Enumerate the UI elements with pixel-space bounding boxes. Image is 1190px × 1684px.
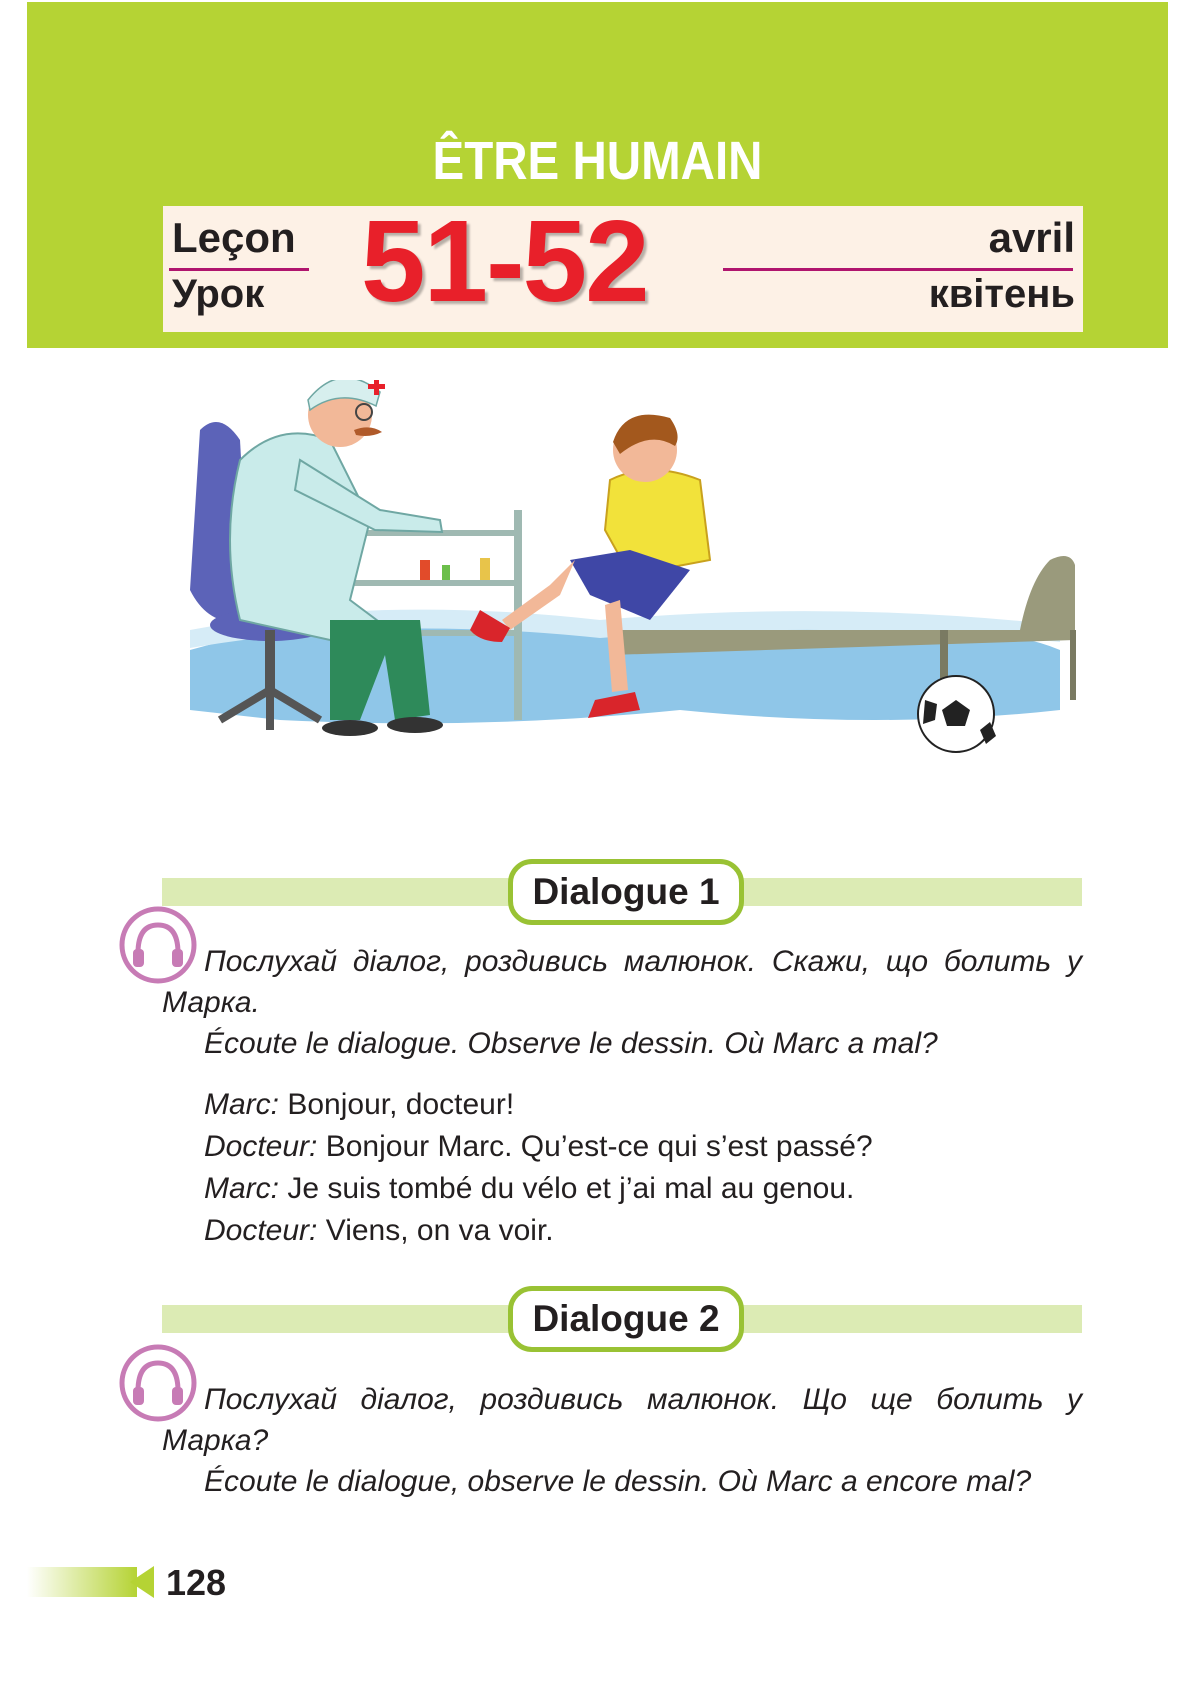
line-text: Bonjour Marc. Qu’est-ce qui s’est passé? — [317, 1130, 873, 1163]
doctor-examining-boy-illustration — [180, 380, 1080, 810]
lesson-label-ua: Урок — [172, 272, 265, 316]
dialogue-1-instruction-ua: Послухай діалог, роздивись малюнок. Скажи, що болить у Марка. — [162, 945, 1082, 1019]
speaker: Docteur: — [204, 1214, 318, 1247]
footer-bar — [27, 1567, 137, 1597]
speaker: Marc: — [204, 1172, 279, 1205]
medicine-bottle — [420, 560, 430, 580]
medicine-bottle — [480, 558, 490, 580]
lesson-number: 51-52 — [361, 196, 648, 326]
speaker: Marc: — [204, 1088, 279, 1121]
line-text: Viens, on va voir. — [317, 1214, 554, 1247]
dialogue-line — [204, 1126, 1064, 1168]
lesson-label-fr: Leçon — [172, 214, 296, 261]
dialogue-2-title: Dialogue 2 — [508, 1286, 744, 1352]
line-text: Je suis tombé du vélo et j’ai mal au genou. — [279, 1172, 855, 1205]
lesson-band — [163, 196, 1083, 332]
lesson-header — [27, 2, 1168, 348]
dialogue-1-instruction-fr: Écoute le dialogue. Observe le dessin. Où Marc a mal? — [204, 1027, 938, 1060]
dialogue-1-title: Dialogue 1 — [508, 859, 744, 925]
dialogue-2-instruction-ua: Послухай діалог, роздивись малюнок. Що ще болить у Марка? — [162, 1383, 1082, 1457]
dialogue-line — [204, 1210, 1064, 1252]
dialogue-line — [204, 1168, 1064, 1210]
chair-post — [265, 630, 275, 690]
page-arrow-icon — [130, 1566, 154, 1598]
month-ua: квітень — [928, 272, 1075, 316]
medicine-cart — [330, 580, 520, 586]
divider-left — [169, 268, 309, 271]
page-number: 128 — [166, 1562, 227, 1603]
dialogue-line — [204, 1084, 1064, 1126]
doctor-moustache — [354, 427, 382, 436]
doctor-coat — [230, 433, 390, 640]
dialogue-2-instruction-fr: Écoute le dialogue, observe le dessin. Où Marc a encore mal? — [204, 1465, 1032, 1498]
divider-right — [723, 268, 1073, 271]
line-text: Bonjour, docteur! — [279, 1088, 515, 1121]
theme-title: ÊTRE HUMAIN — [432, 131, 763, 191]
dialogue-1-script — [204, 1084, 1064, 1252]
month-fr: avril — [988, 214, 1075, 261]
doctor-shoe — [387, 717, 443, 733]
bed-leg — [1070, 630, 1076, 700]
medicine-bottle — [442, 565, 450, 580]
doctor-shoe — [322, 720, 378, 736]
speaker: Docteur: — [204, 1130, 318, 1163]
